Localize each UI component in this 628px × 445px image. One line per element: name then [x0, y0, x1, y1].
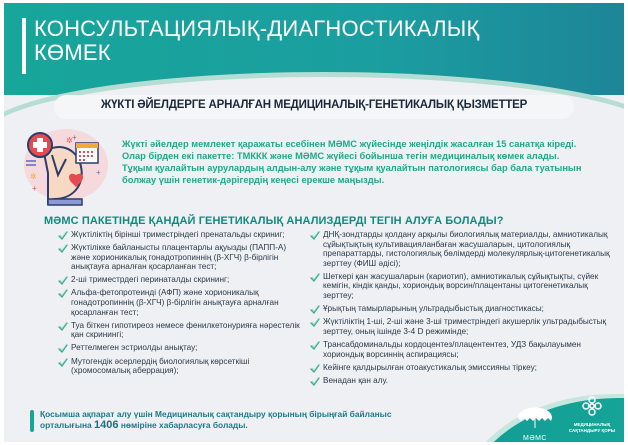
svg-text:+: + [32, 184, 37, 193]
check-icon [310, 376, 320, 386]
services-list-right [310, 230, 610, 389]
svg-text:✲: ✲ [30, 172, 37, 181]
list-item: Кейінге қалдырылған отоакустикалық эмиссияны тіркеу; [310, 363, 610, 373]
mams-logo [512, 396, 558, 442]
umbrella-icon [512, 396, 558, 430]
footer-contact-note: Қосымша ақпарат алу үшін Медициналық сақтандыру қорының бірыңғай байланыс орталығына 1406 нөміріне хабарласуға болады. [40, 409, 392, 431]
list-item: Реттелмеген эстриолды анықтау; [58, 343, 304, 353]
svg-text:+: + [96, 168, 101, 177]
check-icon [58, 288, 68, 298]
page-title [34, 17, 514, 65]
check-icon [310, 340, 320, 350]
intro-text: Жүкті әйелдер мемлекет қаражаты есебінен МӘМС жүйесінде жеңілдік жасалған 15 санатқа кіреді. Олар бірден екі пакетте: ТМККК және МӘМС жүйесі бойынша тегін медициналық көмек алады. Тұқым қуалайтын аурулардың алдын-алу және тұқым қуалайтын патологиясы бар бала туатынын болжау үшін генетик-дәрігердің кеңесі ерекше маңызды. [122, 139, 582, 185]
list-item: Мутогендік әсерлердің биологиялық көрсеткіші (хромосомалық аберрация); [58, 357, 304, 376]
list-item: Жүктіліктің бірінші триместріндегі пренатальды скриниг; [58, 230, 304, 240]
page-title-line2: КӨМЕК [34, 40, 111, 65]
check-icon [310, 363, 320, 373]
medical-insurance-fund-logo [566, 396, 618, 442]
check-icon [310, 317, 320, 327]
check-icon [310, 304, 320, 314]
check-icon [58, 357, 68, 367]
check-icon [58, 275, 68, 285]
contact-phone-number: 1406 [94, 419, 119, 431]
check-icon [310, 230, 320, 240]
section-title: МӘМС ПАКЕТІНДЕ ҚАНДАЙ ГЕНЕТИКАЛЫҚ АНАЛИЗДЕРДІ ТЕГІН АЛУҒА БОЛАДЫ? [44, 215, 504, 227]
services-list-left [58, 230, 304, 379]
list-item: Туа біткен гипотиреоз немесе фенилкетонурияға нәрестелік қан скринингі; [58, 321, 304, 340]
svg-text:+: + [72, 133, 77, 142]
list-item: 2-ші триместрдегі перинаталды скрининг; [58, 275, 304, 285]
list-item: Жүктіліктің 1-ші, 2-ші және 3-ші триместріндегі акушерлік ультрадыбыстық зерттеу, оның ішінде 3-4 D режимінде; [310, 317, 610, 336]
list-item: Ұрықтың тамырларының ультрадыбыстық диагностикасы; [310, 304, 610, 314]
check-icon [58, 343, 68, 353]
check-icon [310, 272, 320, 282]
fund-logo-text: МЕДИЦИНАЛЫҚ САҚТАНДЫРУ ҚОРЫ [568, 422, 616, 433]
check-icon [58, 321, 68, 331]
svg-text:✲: ✲ [66, 136, 73, 145]
check-icon [58, 230, 68, 240]
mams-logo-text: МӘМС [523, 435, 547, 442]
fund-emblem-icon [582, 396, 602, 416]
page-title-line1: КОНСУЛЬТАЦИЯЛЫҚ-ДИАГНОСТИКАЛЫҚ [34, 16, 480, 41]
list-item: Шеткері қан жасушаларын (кариотип), амниотикалық сұйықтықты, сүйек кемігін, кіндік қанды, хориондық ворсин/плацентаны цитогенетикалық зерттеу; [310, 272, 610, 301]
list-item: Альфа-фетопротеинді (АФП) және хорионикалық гонадотропиннің (β-ХГЧ) β-бірлігін анықтауға арналған қосарланған тест; [58, 288, 304, 317]
list-item: Жүктілікке байланысты плацентарлы ақуызды (ПАПП-А) және хорионикалық гонадотропиннің (β-ХГЧ) β-бірлігін анықтауға арналған қосарланған тест; [58, 243, 304, 272]
list-item: Трансабдоминальды кордоцентез/плацентентез, УДЗ бақылауымен хориондық ворсиннің аспирациясы; [310, 340, 610, 359]
list-item: Венадан қан алу. [310, 376, 610, 386]
title-accent-bar [22, 18, 26, 74]
list-item: ДНҚ-зондтарды қолдану арқылы биологиялық материалды, амниотикалық сұйықтықтың культивацияланбаған жасушаларын, цитологиялық препараттарды, гистологиялық бөлімдерді молекулярлық-цитогенетикалық зерттеу (ФИШ әдісі); [310, 230, 610, 268]
check-icon [58, 243, 68, 253]
pregnancy-medical-illustration-icon [14, 123, 114, 211]
page-subtitle: ЖҮКТІ ӘЙЕЛДЕРГЕ АРНАЛҒАН МЕДИЦИНАЛЫҚ-ГЕНЕТИКАЛЫҚ ҚЫЗМЕТТЕР [100, 99, 528, 111]
infographic-page [4, 3, 624, 442]
